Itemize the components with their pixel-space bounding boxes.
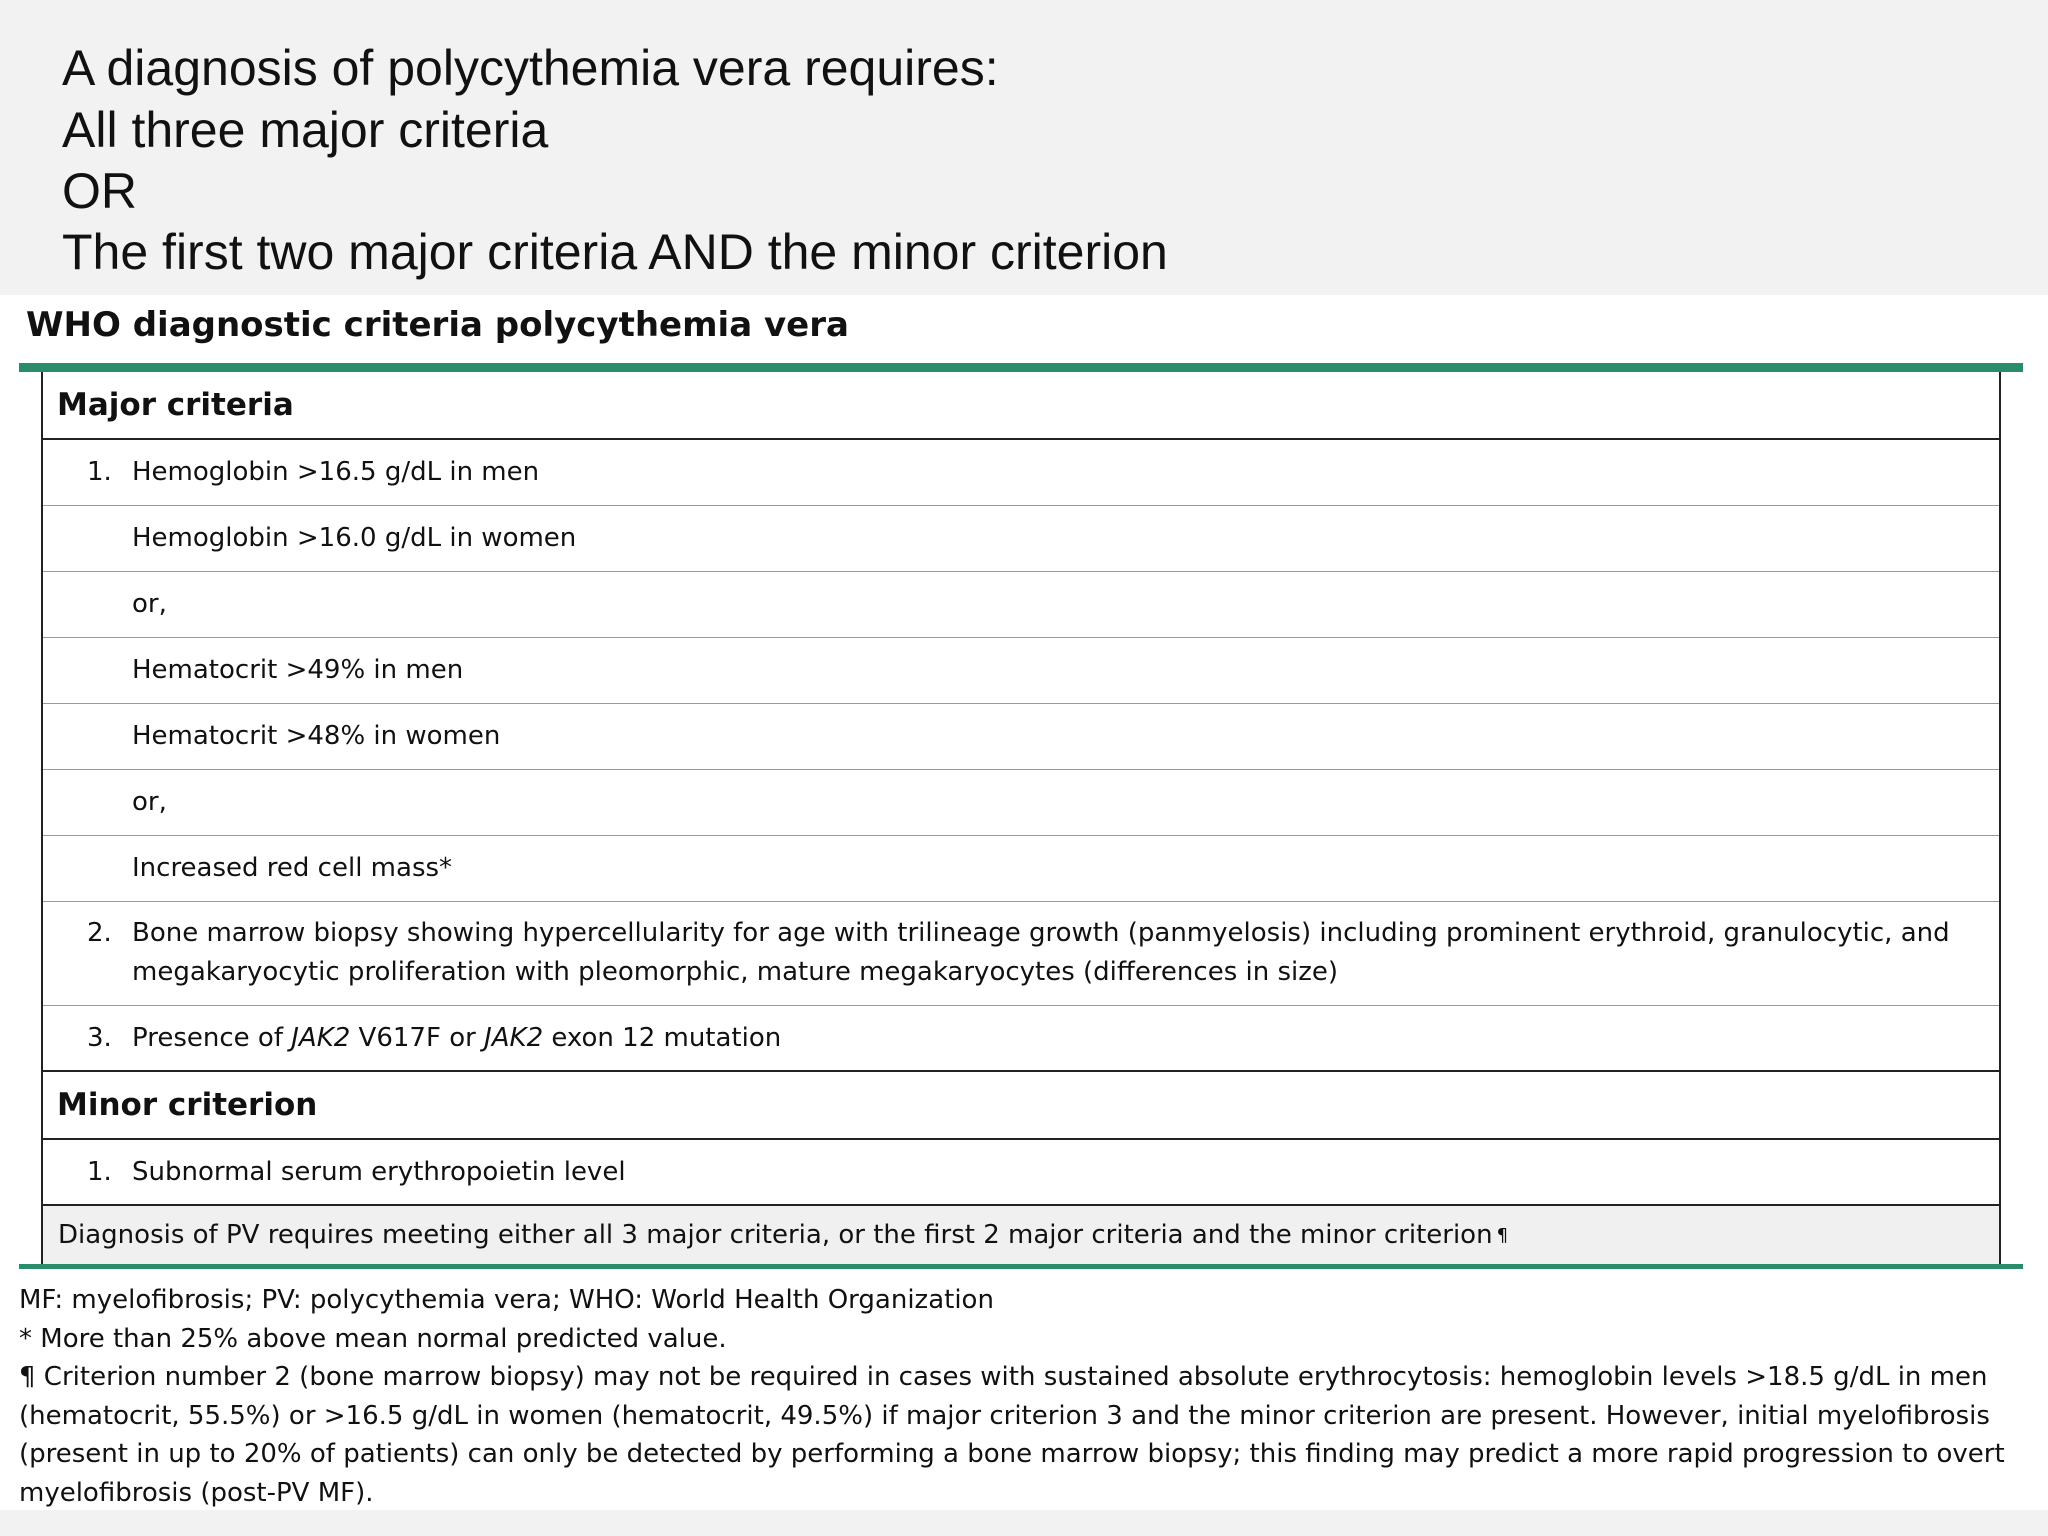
diagnosis-note: [43, 1206, 1999, 1264]
row-text: Hematocrit >49% in men: [132, 655, 464, 685]
row-text: or,: [132, 787, 167, 817]
minor-criterion-heading: Minor criterion: [43, 1072, 1999, 1140]
major-criteria-heading: Major criteria: [43, 372, 1999, 440]
pilcrow-footnote: ¶ Criterion number 2 (bone marrow biopsy) may not be required in cases with sustained absolute erythrocytosis: hemoglobin levels >18.5 g/dL in men (hematocrit, 55.5%) or >16.5 g/dL in women (hematocrit, 49.5%) if major criterion 3 and the minor criterion are present. However, initial myelofibrosis (present in up to 20% of patients) can only be detected by performing a bone marrow biopsy; this finding may predict a more rapid progression to overt myelofibrosis (post-PV MF).: [19, 1362, 2005, 1508]
row-number: 1.: [87, 457, 112, 487]
row-text: Hemoglobin >16.5 g/dL in men: [132, 457, 540, 487]
table-row: [43, 572, 1999, 638]
slide-line-1: A diagnosis of polycythemia vera requires:: [62, 40, 999, 96]
row-text: Hemoglobin >16.0 g/dL in women: [132, 523, 577, 553]
star-footnote: * More than 25% above mean normal predicted value.: [19, 1323, 727, 1354]
abbreviations-footnote: MF: myelofibrosis; PV: polycythemia vera; WHO: World Health Organization: [19, 1285, 994, 1315]
jak2-text-prefix: Presence of: [132, 1022, 292, 1053]
table-row: [43, 704, 1999, 770]
table-row: [43, 770, 1999, 836]
jak2-text-suffix: exon 12 mutation: [543, 1022, 782, 1053]
row-number: 1.: [87, 1156, 112, 1187]
table-row: [43, 1006, 1999, 1072]
slide-header: [0, 0, 2048, 295]
table-row: [43, 836, 1999, 902]
table-row: [43, 638, 1999, 704]
row-number: 2.: [87, 918, 112, 948]
slide-line-2: All three major criteria: [62, 102, 549, 158]
table-row: [43, 902, 1999, 1006]
row-text: Increased red cell mass*: [132, 853, 453, 883]
table-row: [43, 506, 1999, 572]
slide-line-4: The first two major criteria AND the minor criterion: [62, 224, 1168, 280]
table-top-rule: [19, 363, 2023, 372]
footnotes: [19, 1281, 2029, 1512]
row-text: [132, 1019, 1962, 1058]
table-row: [43, 440, 1999, 506]
criteria-table: [41, 372, 2001, 1264]
jak2-gene-name: JAK2: [291, 1022, 351, 1053]
row-number: 3.: [87, 1022, 112, 1053]
jak2-gene-name: JAK2: [484, 1022, 544, 1053]
diagnosis-note-text: Diagnosis of PV requires meeting either all 3 major criteria, or the first 2 major criteria and the minor criterion: [58, 1219, 1493, 1250]
table-bottom-rule: [19, 1264, 2023, 1269]
pilcrow-footnote-mark: ¶: [1496, 1224, 1509, 1246]
slide-line-3: OR: [62, 163, 137, 219]
row-text: Bone marrow biopsy showing hypercellularity for age with trilineage growth (panmyelosis) including prominent erythroid, granulocytic, and megakaryocytic proliferation with pleomorphic, mature megakaryocytes (differences in size): [132, 918, 1950, 987]
table-row: [43, 1140, 1999, 1206]
jak2-text-mid: V617F or: [350, 1022, 485, 1053]
table-title: WHO diagnostic criteria polycythemia vera: [26, 305, 849, 345]
row-text: Hematocrit >48% in women: [132, 721, 501, 751]
row-text: or,: [132, 589, 167, 619]
row-text: Subnormal serum erythropoietin level: [132, 1156, 626, 1187]
